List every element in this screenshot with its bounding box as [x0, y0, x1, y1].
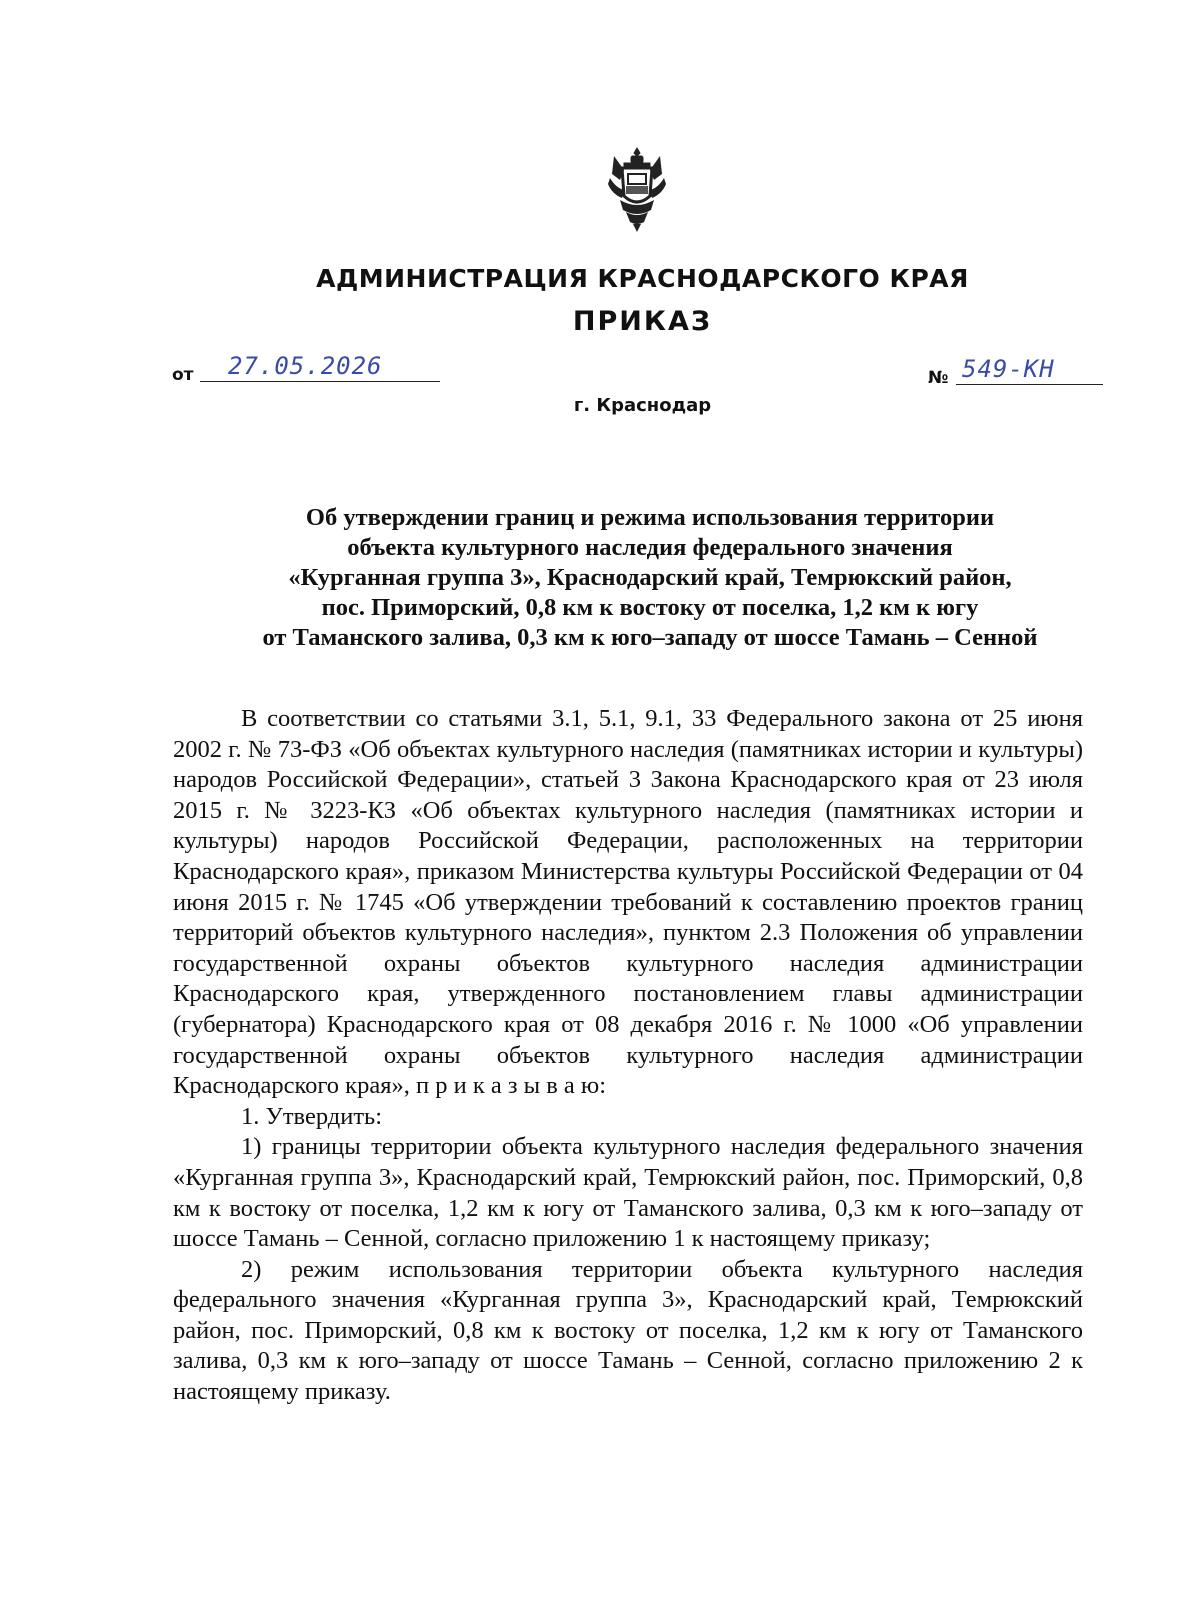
organization-title: АДМИНИСТРАЦИЯ КРАСНОДАРСКОГО КРАЯ: [316, 264, 969, 293]
document-body: [173, 704, 1083, 1408]
coat-of-arms-emblem: [606, 146, 668, 234]
body-paragraph: 1. Утвердить:: [241, 1102, 383, 1130]
subject-line: «Курганная группа 3», Краснодарский край, Темрюкский район,: [288, 564, 1012, 591]
date-underline: [200, 381, 440, 382]
document-subject: [150, 503, 1150, 653]
number-label: №: [928, 368, 949, 388]
subject-line: объекта культурного наследия федерального значения: [347, 534, 953, 561]
number-underline: [956, 384, 1103, 385]
subject-line: Об утверждении границ и режима использования территории: [305, 504, 995, 531]
document-type-title: ПРИКАЗ: [572, 306, 713, 337]
body-paragraph: 2) режим использования территории объекта культурного наследия федерального значения «Курганная группа 3», Краснодарский край, Темрюкский район, пос. Приморский, 0,8 км к востоку от поселка, 1,2 км к югу от Таманского залива, 0,3 км к юго–западу от шоссе Тамань – Сенной, согласно приложению 2 к настоящему приказу.: [173, 1255, 1083, 1406]
subject-line: от Таманского залива, 0,3 км к юго–западу от шоссе Тамань – Сенной: [262, 624, 1038, 651]
subject-line: пос. Приморский, 0,8 км к востоку от поселка, 1,2 км к югу: [321, 594, 979, 621]
date-label: от: [172, 365, 194, 385]
date-handwritten: 27.05.2026: [228, 352, 383, 380]
city-label: г. Краснодар: [573, 395, 712, 416]
body-paragraph: В соответствии со статьями 3.1, 5.1, 9.1, 33 Федерального закона от 25 июня 2002 г. № 73-ФЗ «Об объектах культурного наследия (памятниках истории и культуры) народов Российской Федерации», статьей 3 Закона Краснодарского края от 23 июля 2015 г. № 3223-КЗ «Об объектах культурного наследия (памятниках истории и культуры) народов Российской Федерации, расположенных на территории Краснодарского края», приказом Министерства культуры Российской Федерации от 04 июня 2015 г. № 1745 «Об утверждении требований к составлению проектов границ территорий объектов культурного наследия», пунктом 2.3 Положения об управлении государственной охраны объектов культурного наследия администрации Краснодарского края, утвержденного постановлением главы администрации (губернатора) Краснодарского края от 08 декабря 2016 г. № 1000 «Об управлении государственной охраны объектов культурного наследия администрации Краснодарского края», п р и к а з ы в а ю:: [173, 705, 1083, 1100]
body-paragraph: 1) границы территории объекта культурного наследия федерального значения «Курганная группа 3», Краснодарский край, Темрюкский район, пос. Приморский, 0,8 км к востоку от поселка, 1,2 км к югу от Таманского залива, 0,3 км к юго–западу от шоссе Тамань – Сенной, согласно приложению 1 к настоящему приказу;: [173, 1133, 1083, 1253]
number-handwritten: 549-КН: [962, 355, 1055, 383]
